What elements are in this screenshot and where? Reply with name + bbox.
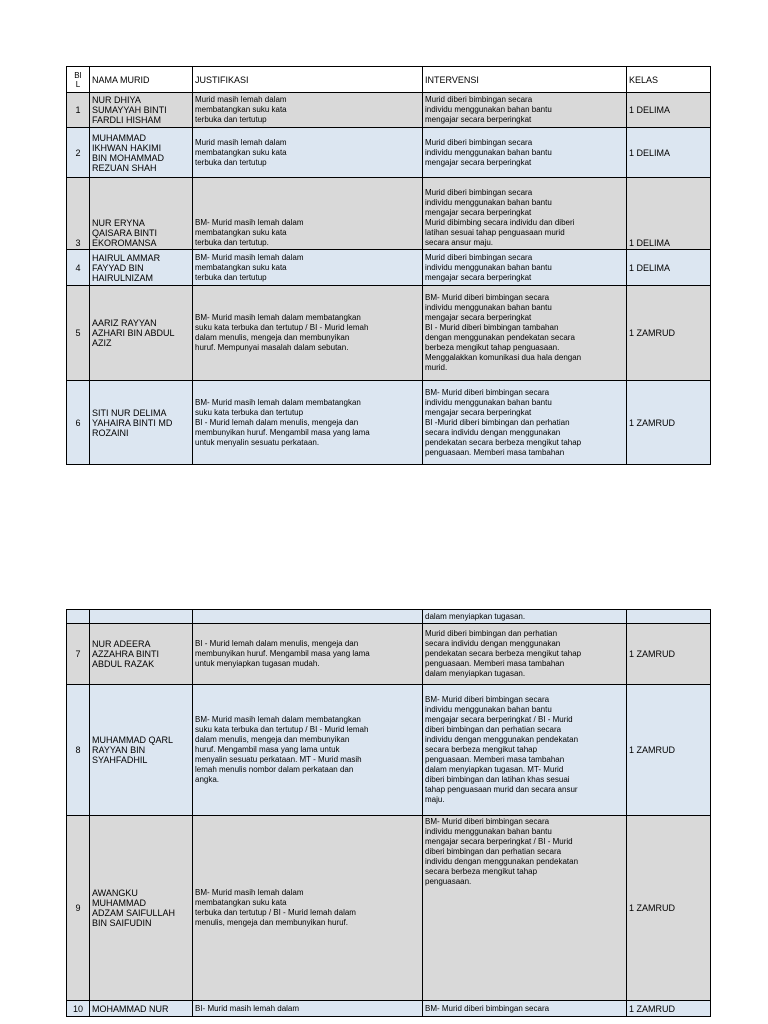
- table-row: [67, 610, 711, 624]
- table-row: [67, 381, 711, 465]
- row-nama: AARIZ RAYYAN AZHARI BIN ABDUL AZIZ: [90, 286, 193, 381]
- row-nama: [90, 610, 193, 624]
- row-justifikasi: BM- Murid masih lemah dalam membatangkan suku kata terbuka dan tertutup / BI - Murid lemah dalam menulis, mengeja dan membunyikan huruf.: [193, 816, 423, 1001]
- row-bil: [67, 610, 90, 624]
- row-intervensi: Murid diberi bimbingan secara individu menggunakan bahan bantu mengajar secara berperingkat Murid dibimbing secara individu dan diberi latihan sesuai tahap penguasaan murid secara ansur maju.: [423, 178, 627, 250]
- row-nama: NUR ERYNA QAISARA BINTI EKOROMANSA: [90, 178, 193, 250]
- student-table-page-1: [66, 66, 711, 465]
- row-kelas: 1 ZAMRUD: [627, 286, 711, 381]
- table-row: [67, 816, 711, 1001]
- row-justifikasi: BM- Murid masih lemah dalam membatangkan suku kata terbuka dan tertutup: [193, 250, 423, 286]
- row-nama: AWANGKU MUHAMMAD ADZAM SAIFULLAH BIN SAIFUDIN: [90, 816, 193, 1001]
- row-justifikasi: BM- Murid masih lemah dalam membatangkan suku kata terbuka dan tertutup BI - Murid lemah dalam menulis, mengeja dan membunyikan huruf. Mengambil masa yang lama untuk menyalin sesuatu perkataan.: [193, 381, 423, 465]
- row-intervensi: BM- Murid diberi bimbingan secara: [423, 1001, 627, 1017]
- row-intervensi: Murid diberi bimbingan dan perhatian secara individu dengan menggunakan pendekatan secara berbeza mengikut tahap penguasaan. Memberi masa tambahan dalam menyiapkan tugasan.: [423, 624, 627, 685]
- row-bil: 4: [67, 250, 90, 286]
- header-intervensi: INTERVENSI: [423, 67, 627, 93]
- row-kelas: 1 DELIMA: [627, 250, 711, 286]
- row-kelas: [627, 610, 711, 624]
- row-nama: NUR DHIYA SUMAYYAH BINTI FARDLI HISHAM: [90, 93, 193, 128]
- row-kelas: 1 ZAMRUD: [627, 685, 711, 816]
- row-justifikasi: BM- Murid masih lemah dalam membatangkan suku kata terbuka dan tertutup / BI - Murid lemah dalam menulis, mengeja dan membunyikan huruf. Mempunyai masalah dalam sebutan.: [193, 286, 423, 381]
- row-kelas: 1 DELIMA: [627, 93, 711, 128]
- header-nama-murid: NAMA MURID: [90, 67, 193, 93]
- row-intervensi: Murid diberi bimbingan secara individu menggunakan bahan bantu mengajar secara berperingkat: [423, 93, 627, 128]
- row-intervensi: Murid diberi bimbingan secara individu menggunakan bahan bantu mengajar secara berperingkat: [423, 128, 627, 178]
- row-bil: 9: [67, 816, 90, 1001]
- row-nama: MOHAMMAD NUR: [90, 1001, 193, 1017]
- row-nama: MUHAMMAD QARL RAYYAN BIN SYAHFADHIL: [90, 685, 193, 816]
- row-kelas: 1 ZAMRUD: [627, 381, 711, 465]
- row-bil: 10: [67, 1001, 90, 1017]
- row-nama: MUHAMMAD IKHWAN HAKIMI BIN MOHAMMAD REZUAN SHAH: [90, 128, 193, 178]
- row-justifikasi: BI - Murid lemah dalam menulis, mengeja dan membunyikan huruf. Mengambil masa yang lama untuk menyiapkan tugasan mudah.: [193, 624, 423, 685]
- row-nama: HAIRUL AMMAR FAYYAD BIN HAIRULNIZAM: [90, 250, 193, 286]
- row-intervensi: BM- Murid diberi bimbingan secara individu menggunakan bahan bantu mengajar secara berperingkat BI - Murid diberi bimbingan tambahan dengan menggunakan pendekatan secara berbeza mengikut tahap penguasaan. Menggalakkan komunikasi dua hala dengan murid.: [423, 286, 627, 381]
- row-bil: 5: [67, 286, 90, 381]
- row-nama: NUR ADEERA AZZAHRA BINTI ABDUL RAZAK: [90, 624, 193, 685]
- row-intervensi: dalam menyiapkan tugasan.: [423, 610, 627, 624]
- table-row: [67, 286, 711, 381]
- table-row: [67, 93, 711, 128]
- row-intervensi: BM- Murid diberi bimbingan secara individu menggunakan bahan bantu mengajar secara berperingkat BI -Murid diberi bimbingan dan perhatian secara individu dengan menggunakan pendekatan secara berbeza mengikut tahap penguasaan. Memberi masa tambahan: [423, 381, 627, 465]
- row-justifikasi: BM- Murid masih lemah dalam membatangkan suku kata terbuka dan tertutup.: [193, 178, 423, 250]
- row-bil: 6: [67, 381, 90, 465]
- table-row: [67, 624, 711, 685]
- row-bil: 7: [67, 624, 90, 685]
- header-bil: BI L: [67, 67, 90, 93]
- row-intervensi: BM- Murid diberi bimbingan secara individu menggunakan bahan bantu mengajar secara berperingkat / BI - Murid diberi bimbingan dan perhatian secara individu dengan menggunakan pendekatan secara berbeza mengikut tahap penguasaan.: [423, 816, 627, 1001]
- row-bil: 2: [67, 128, 90, 178]
- row-bil: 3: [67, 178, 90, 250]
- row-kelas: 1 ZAMRUD: [627, 816, 711, 1001]
- table-row: [67, 1001, 711, 1017]
- row-bil: 8: [67, 685, 90, 816]
- row-justifikasi: [193, 610, 423, 624]
- header-justifikasi: JUSTIFIKASI: [193, 67, 423, 93]
- header-kelas: KELAS: [627, 67, 711, 93]
- student-table-page-2: [66, 609, 711, 1017]
- row-nama: SITI NUR DELIMA YAHAIRA BINTI MD ROZAINI: [90, 381, 193, 465]
- table-row: [67, 178, 711, 250]
- table-row: [67, 685, 711, 816]
- row-kelas: 1 DELIMA: [627, 178, 711, 250]
- row-kelas: 1 ZAMRUD: [627, 1001, 711, 1017]
- table-header-row: [67, 67, 711, 93]
- row-bil: 1: [67, 93, 90, 128]
- row-intervensi: BM- Murid diberi bimbingan secara individu menggunakan bahan bantu mengajar secara berperingkat / BI - Murid diberi bimbingan dan perhatian secara individu dengan menggunakan pendekatan secara berbeza mengikut tahap penguasaan. Memberi masa tambahan dalam menyiapkan tugasan. MT- Murid diberi bimbingan dan latihan khas sesuai tahap penguasaan murid dan secara ansur maju.: [423, 685, 627, 816]
- row-justifikasi: Murid masih lemah dalam membatangkan suku kata terbuka dan tertutup: [193, 93, 423, 128]
- row-justifikasi: BM- Murid masih lemah dalam membatangkan suku kata terbuka dan tertutup / BI - Murid lemah dalam menulis, mengeja dan membunyikan huruf. Mengambil masa yang lama untuk menyalin sesuatu perkataan. MT - Murid masih lemah menulis nombor dalam perkataan dan angka.: [193, 685, 423, 816]
- row-justifikasi: Murid masih lemah dalam membatangkan suku kata terbuka dan tertutup: [193, 128, 423, 178]
- row-kelas: 1 DELIMA: [627, 128, 711, 178]
- table-row: [67, 250, 711, 286]
- row-justifikasi: BI- Murid masih lemah dalam: [193, 1001, 423, 1017]
- row-kelas: 1 ZAMRUD: [627, 624, 711, 685]
- row-intervensi: Murid diberi bimbingan secara individu menggunakan bahan bantu mengajar secara berperingkat: [423, 250, 627, 286]
- table-row: [67, 128, 711, 178]
